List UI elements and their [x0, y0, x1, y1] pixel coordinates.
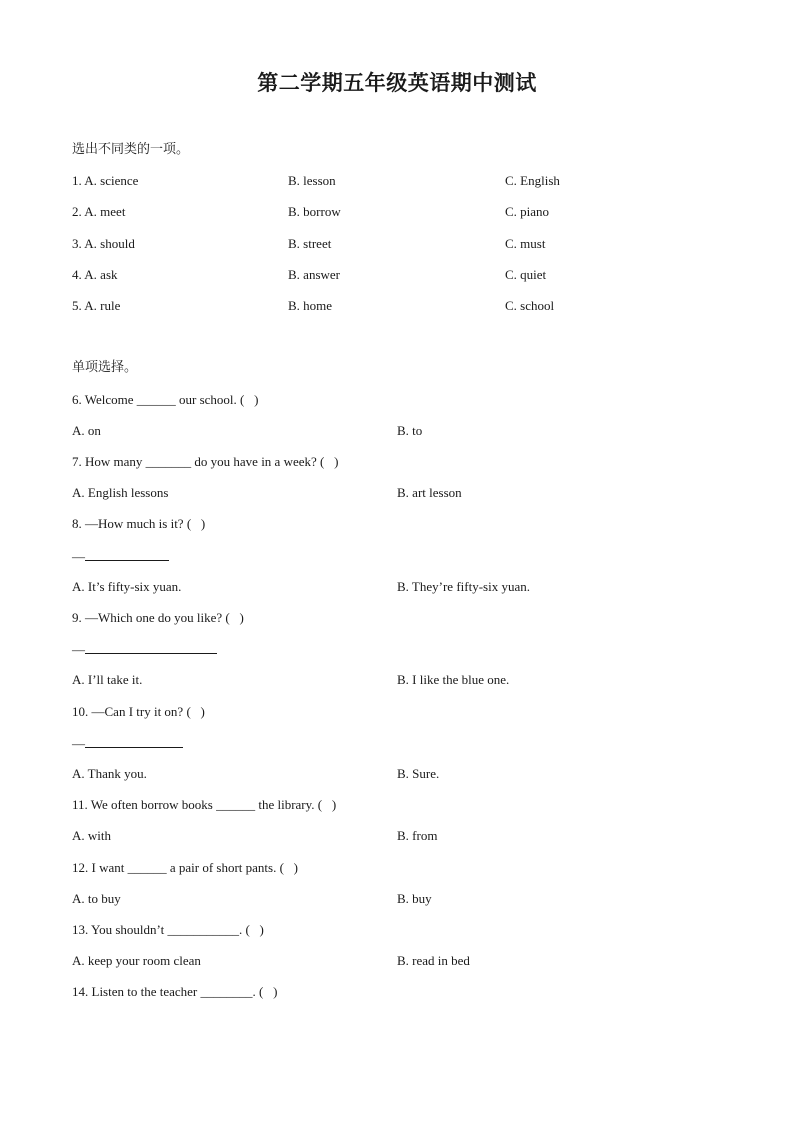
q10-option-a: A. Thank you. — [72, 766, 147, 781]
q14-stem: 14. Listen to the teacher ________. ( ) — [72, 984, 278, 999]
q8-answer-blank — [85, 548, 169, 561]
q9-stem: 9. —Which one do you like? ( ) — [72, 610, 244, 625]
q12-option-b: B. buy — [397, 891, 432, 906]
q13-option-a: A. keep your room clean — [72, 953, 201, 968]
q2-option-b: B. borrow — [288, 204, 341, 219]
q8-option-a: A. It’s fifty-six yuan. — [72, 579, 182, 594]
q5-option-c: C. school — [505, 298, 555, 313]
q2-option-a: 2. A. meet — [72, 204, 126, 219]
page-title: 第二学期五年级英语期中测试 — [257, 71, 537, 95]
q3-option-a: 3. A. should — [72, 236, 135, 251]
q9-dash: — — [72, 642, 85, 657]
q12-option-a: A. to buy — [72, 891, 121, 906]
q5-option-b: B. home — [288, 298, 333, 313]
q8-dash: — — [72, 549, 85, 564]
q7-stem: 7. How many _______ do you have in a week? ( ) — [72, 454, 339, 469]
q9-option-b: B. I like the blue one. — [397, 672, 510, 687]
q11-option-a: A. with — [72, 828, 111, 843]
q1-option-a: 1. A. science — [72, 173, 139, 188]
q11-option-b: B. from — [397, 828, 438, 843]
q1-option-b: B. lesson — [288, 173, 336, 188]
q4-option-a: 4. A. ask — [72, 267, 118, 282]
section-heading-odd-one-out: 选出不同类的一项。 — [72, 142, 190, 157]
q9-answer-line — [72, 641, 217, 658]
q7-option-b: B. art lesson — [397, 485, 462, 500]
q10-option-b: B. Sure. — [397, 766, 440, 781]
q4-option-b: B. answer — [288, 267, 340, 282]
q13-option-b: B. read in bed — [397, 953, 470, 968]
q4-option-c: C. quiet — [505, 267, 547, 282]
q12-stem: 12. I want ______ a pair of short pants. ( ) — [72, 860, 299, 875]
q10-dash: — — [72, 736, 85, 751]
q5-option-a: 5. A. rule — [72, 298, 121, 313]
q13-stem: 13. You shouldn’t ___________. ( ) — [72, 922, 264, 937]
q3-option-c: C. must — [505, 236, 546, 251]
q6-option-a: A. on — [72, 423, 101, 438]
q8-option-b: B. They’re fifty-six yuan. — [397, 579, 530, 594]
q6-option-b: B. to — [397, 423, 423, 438]
q6-stem: 6. Welcome ______ our school. ( ) — [72, 392, 259, 407]
q8-answer-line — [72, 548, 169, 565]
q2-option-c: C. piano — [505, 204, 550, 219]
q9-option-a: A. I’ll take it. — [72, 672, 143, 687]
q3-option-b: B. street — [288, 236, 332, 251]
q1-option-c: C. English — [505, 173, 560, 188]
q11-stem: 11. We often borrow books ______ the library. ( ) — [72, 797, 337, 812]
q9-answer-blank — [85, 641, 217, 654]
q8-stem: 8. —How much is it? ( ) — [72, 516, 206, 531]
section-heading-single-choice: 单项选择。 — [72, 360, 138, 375]
q7-option-a: A. English lessons — [72, 485, 169, 500]
q10-answer-blank — [85, 735, 183, 748]
q10-answer-line — [72, 735, 183, 752]
q10-stem: 10. —Can I try it on? ( ) — [72, 704, 205, 719]
